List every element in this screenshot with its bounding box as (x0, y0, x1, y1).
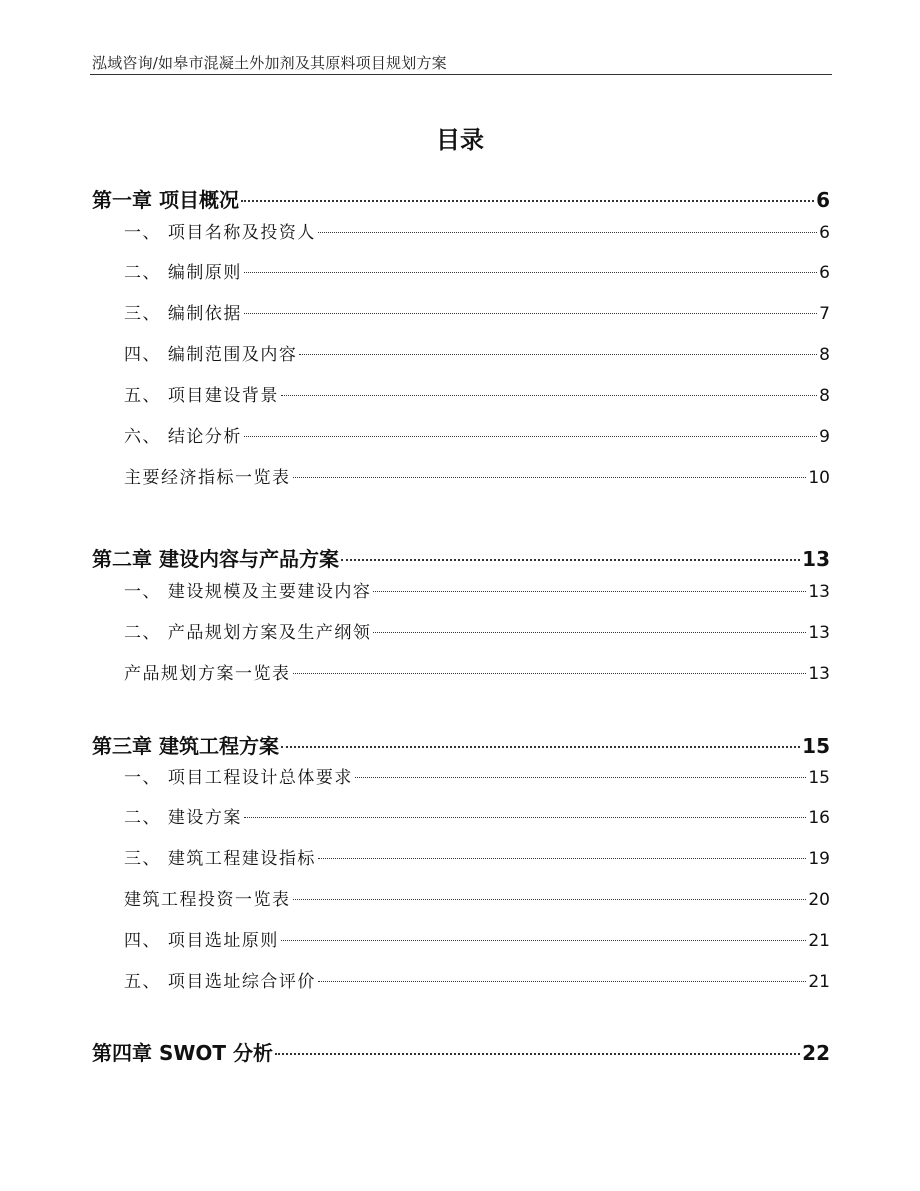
toc-dot-leader (281, 940, 806, 941)
toc-entry-label: 第三章 建筑工程方案 (92, 734, 279, 758)
toc-entry-label: 产品规划方案一览表 (124, 664, 291, 684)
toc-page-number: 6 (819, 263, 830, 283)
toc-dot-leader (373, 632, 806, 633)
toc-dot-leader (244, 817, 806, 818)
toc-page-number: 13 (808, 664, 830, 684)
toc-dot-leader (318, 232, 817, 233)
toc-entry-label: 主要经济指标一览表 (124, 468, 291, 488)
toc-section-entry[interactable] (92, 258, 830, 283)
toc-section-entry[interactable] (92, 926, 830, 951)
toc-dot-leader (241, 200, 814, 202)
header-rule (90, 74, 832, 75)
toc-page-number: 8 (819, 345, 830, 365)
toc-entry-label: 第二章 建设内容与产品方案 (92, 547, 339, 571)
toc-page-number: 15 (808, 768, 830, 788)
toc-dot-leader (318, 858, 806, 859)
toc-dot-leader (275, 1053, 800, 1055)
toc-page-number: 21 (808, 972, 830, 992)
toc-title: 目录 (436, 125, 484, 154)
toc-page-number: 8 (819, 386, 830, 406)
toc-chapter-entry[interactable] (92, 543, 830, 572)
toc-entry-label: 一、 项目工程设计总体要求 (124, 768, 353, 788)
toc-section-entry[interactable] (92, 381, 830, 406)
toc-entry-label: 二、 建设方案 (124, 808, 242, 828)
toc-chapter-entry[interactable] (92, 1037, 830, 1066)
toc-dot-leader (293, 673, 807, 674)
toc-entry-label: 六、 结论分析 (124, 427, 242, 447)
toc-page-number: 21 (808, 931, 830, 951)
toc-dot-leader (373, 591, 806, 592)
toc-table-entry[interactable] (92, 463, 830, 488)
toc-page-number: 6 (819, 223, 830, 243)
toc-dot-leader (355, 777, 806, 778)
toc-dot-leader (293, 477, 807, 478)
toc-entry-label: 第一章 项目概况 (92, 188, 239, 212)
toc-section-entry[interactable] (92, 299, 830, 324)
toc-page-number: 6 (816, 188, 830, 212)
toc-entry-label: 三、 编制依据 (124, 304, 242, 324)
toc-table-entry[interactable] (92, 885, 830, 910)
toc-section-entry[interactable] (92, 577, 830, 602)
toc-chapter-entry[interactable] (92, 730, 830, 759)
toc-section-entry[interactable] (92, 763, 830, 788)
toc-dot-leader (318, 981, 806, 982)
toc-dot-leader (244, 272, 817, 273)
toc-entry-label: 建筑工程投资一览表 (124, 890, 291, 910)
toc-dot-leader (244, 313, 817, 314)
toc-entry-label: 四、 项目选址原则 (124, 931, 279, 951)
toc-section-entry[interactable] (92, 803, 830, 828)
toc-page-number: 9 (819, 427, 830, 447)
toc-dot-leader (244, 436, 817, 437)
toc-section-entry[interactable] (92, 967, 830, 992)
toc-page-number: 10 (808, 468, 830, 488)
toc-chapter-entry[interactable] (92, 184, 830, 213)
toc-section-entry[interactable] (92, 218, 830, 243)
toc-section-entry[interactable] (92, 422, 830, 447)
header-text: 泓域咨询/如皋市混凝土外加剂及其原料项目规划方案 (92, 54, 447, 72)
toc-dot-leader (299, 354, 817, 355)
toc-section-entry[interactable] (92, 340, 830, 365)
toc-entry-label: 二、 编制原则 (124, 263, 242, 283)
toc-table-entry[interactable] (92, 659, 830, 684)
toc-page-number: 20 (808, 890, 830, 910)
toc-dot-leader (293, 899, 807, 900)
toc-page-number: 13 (808, 582, 830, 602)
toc-entry-label: 一、 建设规模及主要建设内容 (124, 582, 372, 602)
toc-entry-label: 二、 产品规划方案及生产纲领 (124, 623, 372, 643)
toc-page-number: 13 (808, 623, 830, 643)
toc-entry-label: 一、 项目名称及投资人 (124, 223, 316, 243)
toc-entry-label: 五、 项目选址综合评价 (124, 972, 316, 992)
toc-entry-label: 三、 建筑工程建设指标 (124, 849, 316, 869)
toc-dot-leader (341, 559, 800, 561)
toc-dot-leader (281, 395, 817, 396)
toc-section-entry[interactable] (92, 618, 830, 643)
toc-entry-label: 五、 项目建设背景 (124, 386, 279, 406)
toc-page-number: 22 (802, 1041, 830, 1065)
toc-page-number: 15 (802, 734, 830, 758)
toc-page-number: 7 (819, 304, 830, 324)
toc-section-entry[interactable] (92, 844, 830, 869)
toc-page-number: 13 (802, 547, 830, 571)
toc-page-number: 16 (808, 808, 830, 828)
toc-entry-label: 四、 编制范围及内容 (124, 345, 298, 365)
toc-dot-leader (281, 746, 800, 748)
toc-page-number: 19 (808, 849, 830, 869)
toc-entry-label: 第四章 SWOT 分析 (92, 1041, 274, 1065)
